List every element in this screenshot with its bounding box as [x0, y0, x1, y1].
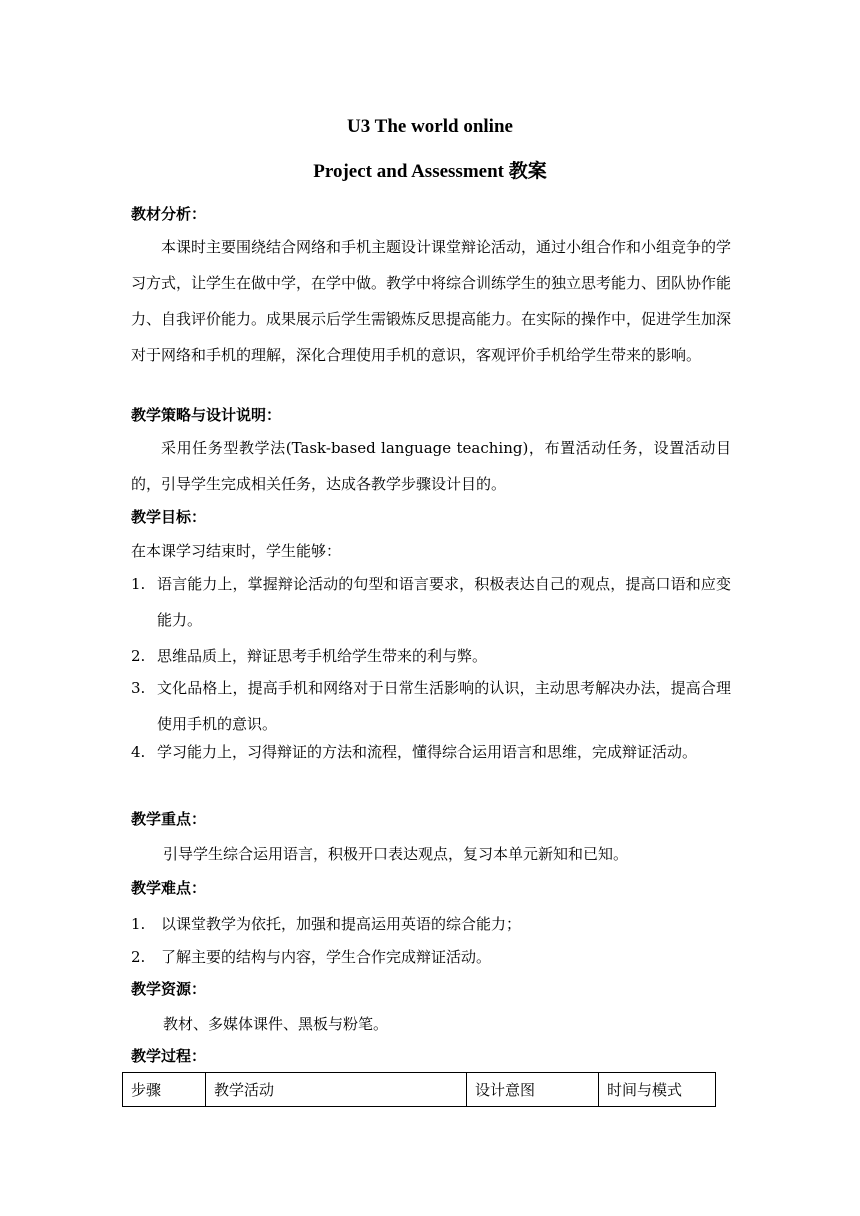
objective-item: [131, 638, 731, 674]
analysis-heading: 教材分析：: [131, 205, 207, 223]
analysis-paragraph: 本课时主要围绕结合网络和手机主题设计课堂辩论活动，通过小组合作和小组竞争的学习方式，让学生在做中学，在学中做。教学中将综合训练学生的独立思考能力、团队协作能力、自我评价能力。成果展示后学生需锻炼反思提高能力。在实际的操作中，促进学生加深对于网络和手机的理解，深化合理使用手机的意识，客观评价手机给学生带来的影响。: [131, 238, 732, 364]
objectives-intro: 在本课学习结束时，学生能够：: [131, 542, 342, 560]
table-header-cell: 时间与模式: [599, 1073, 716, 1107]
objective-text: 文化品格上，提高手机和网络对于日常生活影响的认识，主动思考解决办法，提高合理使用手机的意识。: [157, 679, 731, 733]
key-points-heading: 教学重点：: [131, 810, 207, 828]
objective-number: 1.: [131, 575, 146, 593]
process-table: [122, 1072, 716, 1107]
resources-text: 教材、多媒体课件、黑板与粉笔。: [163, 1015, 389, 1033]
difficulty-number: 2.: [131, 948, 146, 966]
objective-number: 4.: [131, 743, 146, 761]
table-header-cell: 步骤: [123, 1073, 206, 1107]
process-heading: 教学过程：: [131, 1047, 207, 1065]
table-header-cell: 设计意图: [467, 1073, 599, 1107]
objectives-heading: 教学目标：: [131, 508, 207, 526]
objective-text: 语言能力上，掌握辩论活动的句型和语言要求，积极表达自己的观点，提高口语和应变能力。: [157, 575, 731, 629]
difficulty-text: 了解主要的结构与内容，学生合作完成辩证活动。: [161, 948, 492, 966]
strategy-paragraph: 采用任务型教学法(Task-based language teaching)，布置活动任务，设置活动目的，引导学生完成相关任务，达成各教学步骤设计目的。: [131, 439, 731, 493]
objective-item: [131, 670, 731, 742]
difficulties-heading: 教学难点：: [131, 879, 207, 897]
document-title: U3 The world online: [347, 116, 513, 137]
objective-text: 学习能力上，习得辩证的方法和流程，懂得综合运用语言和思维，完成辩证活动。: [157, 743, 698, 761]
resources-heading: 教学资源：: [131, 980, 207, 998]
difficulty-item: [131, 939, 731, 975]
table-header-row: [123, 1073, 716, 1107]
document-subtitle: Project and Assessment 教案: [313, 161, 547, 182]
difficulty-text: 以课堂教学为依托，加强和提高运用英语的综合能力；: [161, 915, 522, 933]
key-points-text: 引导学生综合运用语言，积极开口表达观点，复习本单元新知和已知。: [163, 845, 629, 863]
objective-text: 思维品质上，辩证思考手机给学生带来的利与弊。: [157, 647, 488, 665]
difficulty-item: [131, 906, 731, 942]
objective-number: 3.: [131, 679, 146, 697]
difficulty-number: 1.: [131, 915, 146, 933]
strategy-heading: 教学策略与设计说明：: [131, 406, 282, 424]
table-header-cell: 教学活动: [206, 1073, 467, 1107]
objective-item: [131, 734, 731, 770]
objective-number: 2.: [131, 647, 146, 665]
objective-item: [131, 566, 731, 638]
